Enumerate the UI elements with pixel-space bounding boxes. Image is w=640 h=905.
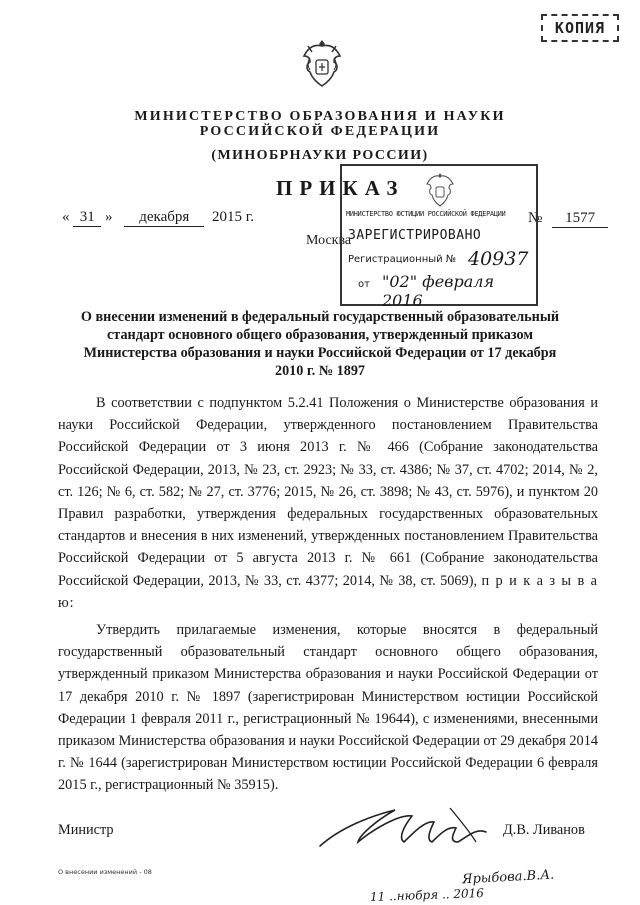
ministry-name-line1: МИНИСТЕРСТВО ОБРАЗОВАНИЯ И НАУКИ — [134, 109, 506, 124]
document-footer: О внесении изменений - 08 — [58, 868, 152, 876]
preamble-text: В соответствии с подпунктом 5.2.41 Положения о Министерстве образования и науки Российской Федерации, утвержденного постановлением Правительства Российской Федерации от 3 июня 2013 г. № 466 (Собрание законодательства Российской Федерации, 2013, № 23, ст. 2923; № 33, ст. 4386; № 37, ст. 4702; 2014, № 2, ст. 126; № 6, ст. 582; № 27, ст. 3776; 2015, № 26, ст. 3898; № 43, ст. 5976), и пунктом 20 Правил разработки, утверждения федеральных государственных образовательных стандартов и внесения в них изменений, утвержденных постановлением Правительства Российской Федерации от 5 августа 2013 г. № 661 (Собрание законодательства Российской Федерации, 2013, № 33, ст. 4377; 2014, № 38, ст. 5069), — [58, 395, 598, 589]
document-heading: О внесении изменений в федеральный государственный образовательный стандарт основного общего образования, утвержденный приказом Министерства образования и науки Российской Федерации от 17 декабря 2010 г. № 1897 — [80, 309, 560, 379]
city: Москва — [306, 233, 352, 248]
ministry-name-line2: РОССИЙСКОЙ ФЕДЕРАЦИИ — [199, 124, 441, 139]
date-year: 2015 г. — [212, 209, 254, 225]
date-quote-open: « — [62, 209, 70, 225]
stamp-header: МИНИСТЕРСТВО ЮСТИЦИИ РОССИЙСКОЙ ФЕДЕРАЦИИ — [346, 210, 506, 218]
date-month: декабря — [124, 209, 204, 227]
handwritten-signature — [300, 798, 520, 853]
order-title: ПРИКАЗ — [276, 176, 405, 200]
order-command: п р и к а з ы в а ю: — [58, 572, 598, 611]
number-sign: № — [528, 210, 543, 226]
number-value: 1577 — [552, 210, 608, 228]
ministry-abbrev: (МИНОБРНАУКИ РОССИИ) — [211, 148, 429, 163]
preamble-paragraph — [58, 392, 598, 614]
stamp-status: ЗАРЕГИСТРИРОВАНО — [348, 228, 482, 243]
date-quote-close: » — [105, 209, 113, 225]
handwritten-note-date: 11 ..нюбря .. 2016 — [369, 886, 485, 904]
handwritten-note-name: Ярыбова.В.А. — [461, 867, 555, 888]
order-paragraph: Утвердить прилагаемые изменения, которые вносятся в федеральный государственный образовательный стандарт основного общего образования, утвержденный приказом Министерства образования и науки Российской Федерации от 17 декабря 2010 г. № 1897 (зарегистрирован Министерством юстиции Российской Федерации 1 февраля 2011 г., регистрационный № 19644), с изменениями, внесенными приказом Министерства образования и науки Российской Федерации от 29 декабря 2014 г. № 1644 (зарегистрирован Министерством юстиции Российской Федерации 6 февраля 2015 г., регистрационный № 35915). — [58, 622, 598, 794]
signer-position: Министр — [58, 822, 114, 838]
order-number — [528, 210, 608, 228]
copy-stamp: КОПИЯ — [541, 14, 619, 42]
stamp-number-label: Регистрационный № — [348, 254, 457, 265]
stamp-date-label: от — [358, 279, 370, 290]
stamp-date-value: "02" февраля 2016 — [382, 272, 495, 310]
coat-of-arms-emblem — [300, 36, 344, 88]
signer-name: Д.В. Ливанов — [503, 822, 585, 838]
date-day: 31 — [73, 209, 101, 227]
stamp-number-value: 40937 — [468, 248, 529, 270]
registration-stamp — [340, 164, 538, 310]
stamp-emblem — [424, 172, 456, 208]
order-date — [62, 209, 254, 227]
